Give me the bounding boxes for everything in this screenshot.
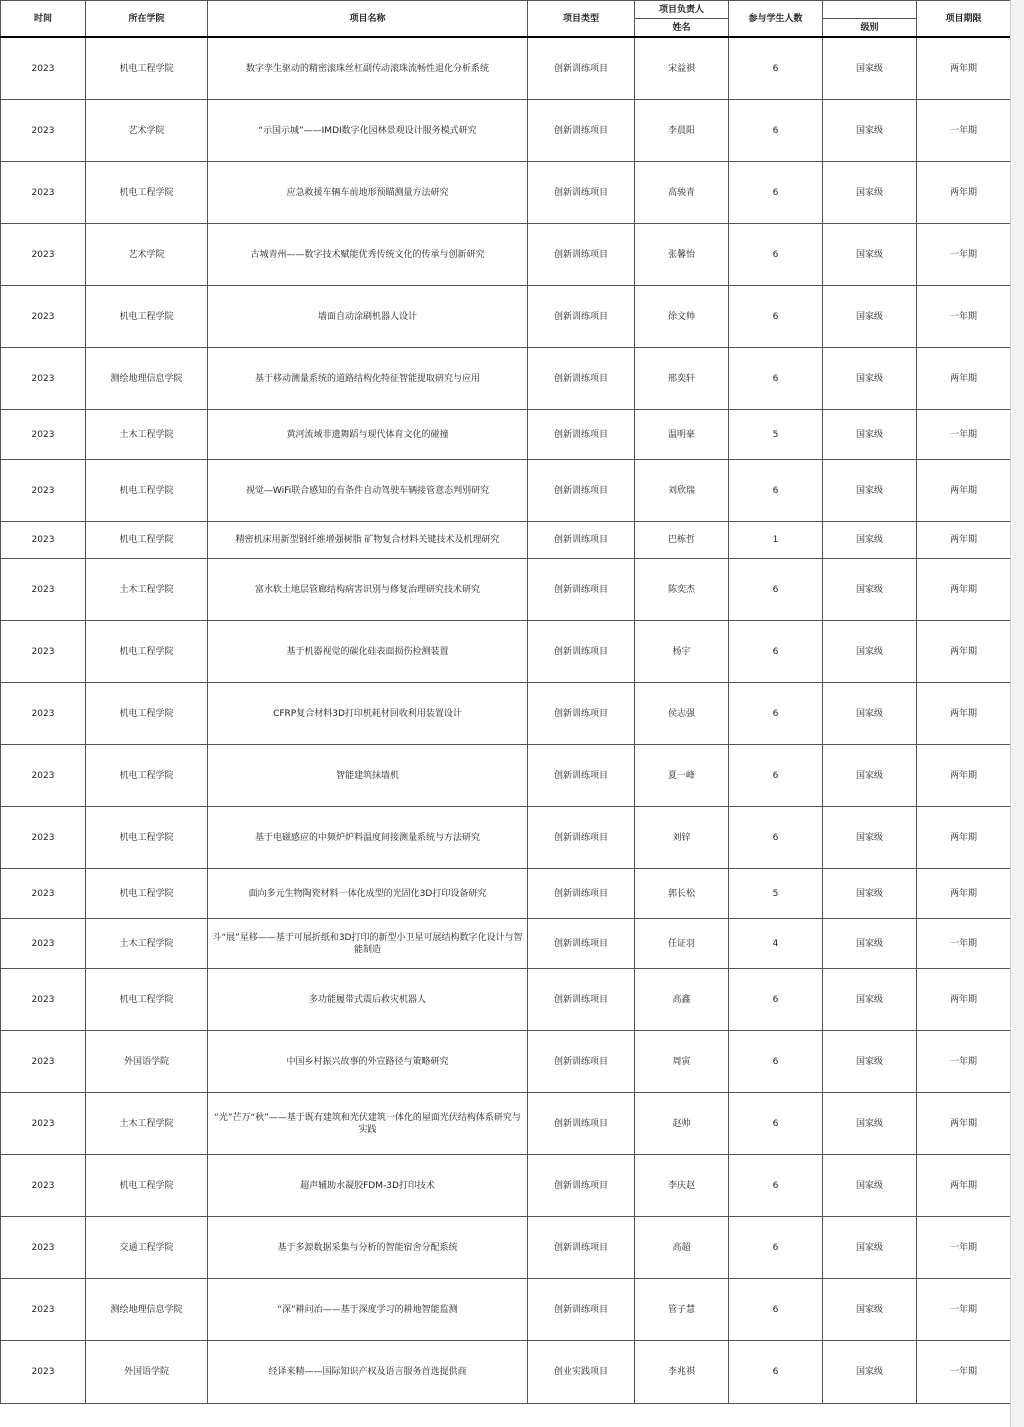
cell-year: 2023 (1, 410, 86, 460)
header-students: 参与学生人数 (729, 1, 823, 38)
cell-period: 两年期 (917, 162, 1011, 224)
cell-project-type: 创新训练项目 (528, 1031, 635, 1093)
cell-leader: 管子慧 (635, 1279, 729, 1341)
cell-year: 2023 (1, 1341, 86, 1404)
cell-students: 6 (729, 559, 823, 621)
table-row (1, 807, 1011, 869)
cell-college: 机电工程学院 (86, 1155, 208, 1217)
table-row (1, 286, 1011, 348)
cell-year: 2023 (1, 919, 86, 969)
cell-level: 国家级 (823, 683, 917, 745)
cell-year: 2023 (1, 621, 86, 683)
cell-project-type: 创新训练项目 (528, 1217, 635, 1279)
cell-year: 2023 (1, 162, 86, 224)
cell-year: 2023 (1, 1155, 86, 1217)
cell-leader: 周寅 (635, 1031, 729, 1093)
cell-level: 国家级 (823, 348, 917, 410)
table-row (1, 919, 1011, 969)
cell-project-name: 精密机床用新型钢纤维增强树脂 矿物复合材料关键技术及机理研究 (208, 522, 528, 559)
cell-level: 国家级 (823, 807, 917, 869)
table-row (1, 224, 1011, 286)
cell-leader: 夏一峰 (635, 745, 729, 807)
cell-level: 国家级 (823, 162, 917, 224)
header-leader-group: 项目负责人 (635, 1, 729, 19)
table-row (1, 869, 1011, 919)
cell-leader: 刘锌 (635, 807, 729, 869)
cell-leader: 赵帅 (635, 1093, 729, 1155)
cell-year: 2023 (1, 1217, 86, 1279)
cell-year: 2023 (1, 522, 86, 559)
cell-leader: 高超 (635, 1217, 729, 1279)
cell-project-name: 黄河流域非遗舞蹈与现代体育文化的碰撞 (208, 410, 528, 460)
cell-students: 6 (729, 1093, 823, 1155)
table-row (1, 559, 1011, 621)
cell-project-name: 面向多元生物陶瓷材料一体化成型的光固化3D打印设备研究 (208, 869, 528, 919)
cell-project-type: 创新训练项目 (528, 410, 635, 460)
cell-college: 机电工程学院 (86, 869, 208, 919)
cell-leader: 张馨怡 (635, 224, 729, 286)
cell-period: 两年期 (917, 869, 1011, 919)
cell-college: 土木工程学院 (86, 559, 208, 621)
cell-year: 2023 (1, 683, 86, 745)
cell-level: 国家级 (823, 100, 917, 162)
cell-students: 6 (729, 969, 823, 1031)
cell-year: 2023 (1, 286, 86, 348)
cell-college: 机电工程学院 (86, 162, 208, 224)
header-project-name: 项目名称 (208, 1, 528, 38)
cell-project-name: 智能建筑抹墙机 (208, 745, 528, 807)
header-time: 时间 (1, 1, 86, 38)
header-college: 所在学院 (86, 1, 208, 38)
cell-period: 一年期 (917, 1341, 1011, 1404)
cell-level: 国家级 (823, 37, 917, 100)
cell-period: 两年期 (917, 969, 1011, 1031)
cell-project-type: 创新训练项目 (528, 745, 635, 807)
cell-level: 国家级 (823, 460, 917, 522)
cell-period: 两年期 (917, 348, 1011, 410)
cell-students: 6 (729, 683, 823, 745)
cell-period: 两年期 (917, 621, 1011, 683)
cell-project-type: 创新训练项目 (528, 919, 635, 969)
table-row (1, 745, 1011, 807)
cell-level: 国家级 (823, 1217, 917, 1279)
cell-leader: 宋益祺 (635, 37, 729, 100)
cell-leader: 李庆赵 (635, 1155, 729, 1217)
cell-leader: 郭长松 (635, 869, 729, 919)
cell-project-name: 基于电磁感应的中频炉炉料温度间接测量系统与方法研究 (208, 807, 528, 869)
cell-project-type: 创新训练项目 (528, 1093, 635, 1155)
cell-level: 国家级 (823, 522, 917, 559)
cell-project-type: 创新训练项目 (528, 224, 635, 286)
cell-year: 2023 (1, 100, 86, 162)
cell-project-name: 应急救援车辆车前地形预瞄测量方法研究 (208, 162, 528, 224)
cell-project-name: 多功能履带式震后救灾机器人 (208, 969, 528, 1031)
cell-students: 1 (729, 522, 823, 559)
cell-project-name: 墙面自动涂刷机器人设计 (208, 286, 528, 348)
cell-students: 6 (729, 807, 823, 869)
cell-leader: 邢奕轩 (635, 348, 729, 410)
cell-project-type: 创新训练项目 (528, 807, 635, 869)
cell-level: 国家级 (823, 621, 917, 683)
cell-college: 土木工程学院 (86, 410, 208, 460)
table-row (1, 37, 1011, 100)
cell-period: 一年期 (917, 1217, 1011, 1279)
cell-year: 2023 (1, 1031, 86, 1093)
cell-college: 机电工程学院 (86, 745, 208, 807)
cell-college: 机电工程学院 (86, 522, 208, 559)
cell-year: 2023 (1, 348, 86, 410)
cell-project-type: 创新训练项目 (528, 1155, 635, 1217)
cell-level: 国家级 (823, 559, 917, 621)
cell-project-type: 创新训练项目 (528, 621, 635, 683)
cell-project-type: 创新训练项目 (528, 286, 635, 348)
cell-period: 两年期 (917, 683, 1011, 745)
table-row (1, 683, 1011, 745)
cell-college: 机电工程学院 (86, 37, 208, 100)
cell-students: 6 (729, 460, 823, 522)
cell-period: 两年期 (917, 37, 1011, 100)
table-row (1, 100, 1011, 162)
cell-level: 国家级 (823, 745, 917, 807)
cell-project-name: 经译来精——国际知识产权及语言服务首选提供商 (208, 1341, 528, 1404)
cell-level: 国家级 (823, 1279, 917, 1341)
table-row (1, 522, 1011, 559)
cell-college: 外国语学院 (86, 1341, 208, 1404)
cell-leader: 侯志强 (635, 683, 729, 745)
cell-project-name: 基于多源数据采集与分析的智能宿舍分配系统 (208, 1217, 528, 1279)
table-row (1, 1217, 1011, 1279)
cell-leader: 李晨阳 (635, 100, 729, 162)
cell-level: 国家级 (823, 410, 917, 460)
cell-students: 6 (729, 348, 823, 410)
cell-college: 机电工程学院 (86, 807, 208, 869)
cell-college: 艺术学院 (86, 224, 208, 286)
header-leader-name: 姓名 (635, 19, 729, 38)
table-row (1, 1341, 1011, 1404)
cell-students: 6 (729, 621, 823, 683)
cell-project-name: 基于移动测量系统的道路结构化特征智能提取研究与应用 (208, 348, 528, 410)
cell-period: 一年期 (917, 410, 1011, 460)
cell-leader: 李兆祺 (635, 1341, 729, 1404)
header-level: 级别 (823, 19, 917, 38)
cell-year: 2023 (1, 1093, 86, 1155)
cell-period: 两年期 (917, 559, 1011, 621)
cell-project-type: 创新训练项目 (528, 683, 635, 745)
cell-year: 2023 (1, 37, 86, 100)
table-row (1, 410, 1011, 460)
cell-project-type: 创新训练项目 (528, 969, 635, 1031)
cell-students: 6 (729, 100, 823, 162)
cell-project-type: 创新训练项目 (528, 100, 635, 162)
cell-college: 机电工程学院 (86, 621, 208, 683)
cell-leader: 高骏青 (635, 162, 729, 224)
cell-college: 外国语学院 (86, 1031, 208, 1093)
cell-leader: 陈奕杰 (635, 559, 729, 621)
cell-college: 测绘地理信息学院 (86, 348, 208, 410)
table-row (1, 969, 1011, 1031)
cell-period: 一年期 (917, 100, 1011, 162)
cell-students: 5 (729, 410, 823, 460)
cell-level: 国家级 (823, 869, 917, 919)
cell-year: 2023 (1, 460, 86, 522)
cell-students: 5 (729, 869, 823, 919)
cell-project-name: 富水软土地层管廊结构病害识别与修复治理研究技术研究 (208, 559, 528, 621)
cell-period: 一年期 (917, 1031, 1011, 1093)
cell-students: 6 (729, 286, 823, 348)
cell-project-name: 超声辅助水凝胶FDM-3D打印技术 (208, 1155, 528, 1217)
cell-project-type: 创新训练项目 (528, 559, 635, 621)
cell-students: 6 (729, 745, 823, 807)
cell-level: 国家级 (823, 1155, 917, 1217)
cell-leader: 高鑫 (635, 969, 729, 1031)
cell-leader: 巴栋哲 (635, 522, 729, 559)
header-level-top (823, 1, 917, 19)
cell-project-name: 数字孪生驱动的精密滚珠丝杠副传动滚珠流畅性退化分析系统 (208, 37, 528, 100)
cell-year: 2023 (1, 869, 86, 919)
cell-leader: 温明豪 (635, 410, 729, 460)
cell-period: 两年期 (917, 522, 1011, 559)
cell-level: 国家级 (823, 1093, 917, 1155)
cell-leader: 刘欣瑞 (635, 460, 729, 522)
cell-college: 机电工程学院 (86, 969, 208, 1031)
cell-project-name: “光”芒万“秋”——基于既有建筑和光伏建筑一体化的屋面光伏结构体系研究与实践 (208, 1093, 528, 1155)
cell-level: 国家级 (823, 224, 917, 286)
cell-year: 2023 (1, 807, 86, 869)
cell-project-name: 基于机器视觉的碳化硅表面损伤检测装置 (208, 621, 528, 683)
cell-college: 艺术学院 (86, 100, 208, 162)
cell-project-type: 创新训练项目 (528, 348, 635, 410)
cell-project-name: 中国乡村振兴故事的外宣路径与策略研究 (208, 1031, 528, 1093)
table-row (1, 460, 1011, 522)
table-row (1, 348, 1011, 410)
cell-period: 两年期 (917, 1093, 1011, 1155)
cell-period: 一年期 (917, 919, 1011, 969)
cell-students: 6 (729, 1031, 823, 1093)
header-project-type: 项目类型 (528, 1, 635, 38)
cell-students: 6 (729, 224, 823, 286)
table-row (1, 1031, 1011, 1093)
cell-period: 一年期 (917, 1279, 1011, 1341)
table-row (1, 1279, 1011, 1341)
cell-period: 两年期 (917, 460, 1011, 522)
cell-project-name: “示国示城”——IMDI数字化园林景观设计服务模式研究 (208, 100, 528, 162)
cell-period: 两年期 (917, 1155, 1011, 1217)
cell-project-type: 创新训练项目 (528, 162, 635, 224)
cell-leader: 杨宇 (635, 621, 729, 683)
header-period: 项目期限 (917, 1, 1011, 38)
cell-level: 国家级 (823, 969, 917, 1031)
cell-project-name: CFRP复合材料3D打印机耗材回收利用装置设计 (208, 683, 528, 745)
cell-year: 2023 (1, 1279, 86, 1341)
table-body (1, 37, 1011, 1404)
cell-year: 2023 (1, 224, 86, 286)
cell-project-type: 创新训练项目 (528, 37, 635, 100)
cell-college: 土木工程学院 (86, 1093, 208, 1155)
cell-college: 机电工程学院 (86, 683, 208, 745)
cell-project-type: 创新训练项目 (528, 460, 635, 522)
table-row (1, 1155, 1011, 1217)
cell-level: 国家级 (823, 286, 917, 348)
cell-students: 6 (729, 1279, 823, 1341)
cell-project-type: 创新训练项目 (528, 1279, 635, 1341)
table-row (1, 162, 1011, 224)
cell-year: 2023 (1, 745, 86, 807)
cell-period: 一年期 (917, 286, 1011, 348)
cell-students: 4 (729, 919, 823, 969)
cell-college: 土木工程学院 (86, 919, 208, 969)
cell-project-name: 古城青州——数字技术赋能优秀传统文化的传承与创新研究 (208, 224, 528, 286)
table-row (1, 1093, 1011, 1155)
cell-project-type: 创新训练项目 (528, 869, 635, 919)
cell-students: 6 (729, 162, 823, 224)
cell-level: 国家级 (823, 919, 917, 969)
cell-year: 2023 (1, 559, 86, 621)
cell-college: 机电工程学院 (86, 460, 208, 522)
cell-students: 6 (729, 37, 823, 100)
cell-project-type: 创业实践项目 (528, 1341, 635, 1404)
cell-college: 测绘地理信息学院 (86, 1279, 208, 1341)
cell-period: 两年期 (917, 745, 1011, 807)
cell-year: 2023 (1, 969, 86, 1031)
cell-level: 国家级 (823, 1341, 917, 1404)
cell-college: 交通工程学院 (86, 1217, 208, 1279)
window-edge (1010, 0, 1024, 1427)
cell-college: 机电工程学院 (86, 286, 208, 348)
cell-project-name: “深”耕问治——基于深度学习的耕地智能监测 (208, 1279, 528, 1341)
cell-leader: 任证羽 (635, 919, 729, 969)
cell-students: 6 (729, 1341, 823, 1404)
cell-students: 6 (729, 1217, 823, 1279)
cell-project-name: 视觉—WiFi联合感知的有条件自动驾驶车辆接管意态判别研究 (208, 460, 528, 522)
cell-project-type: 创新训练项目 (528, 522, 635, 559)
cell-leader: 徐文帅 (635, 286, 729, 348)
cell-period: 两年期 (917, 807, 1011, 869)
cell-period: 一年期 (917, 224, 1011, 286)
cell-project-name: 斗“展”星移——基于可展折纸和3D打印的新型小卫星可展结构数字化设计与智能制造 (208, 919, 528, 969)
cell-students: 6 (729, 1155, 823, 1217)
cell-level: 国家级 (823, 1031, 917, 1093)
table-row (1, 621, 1011, 683)
